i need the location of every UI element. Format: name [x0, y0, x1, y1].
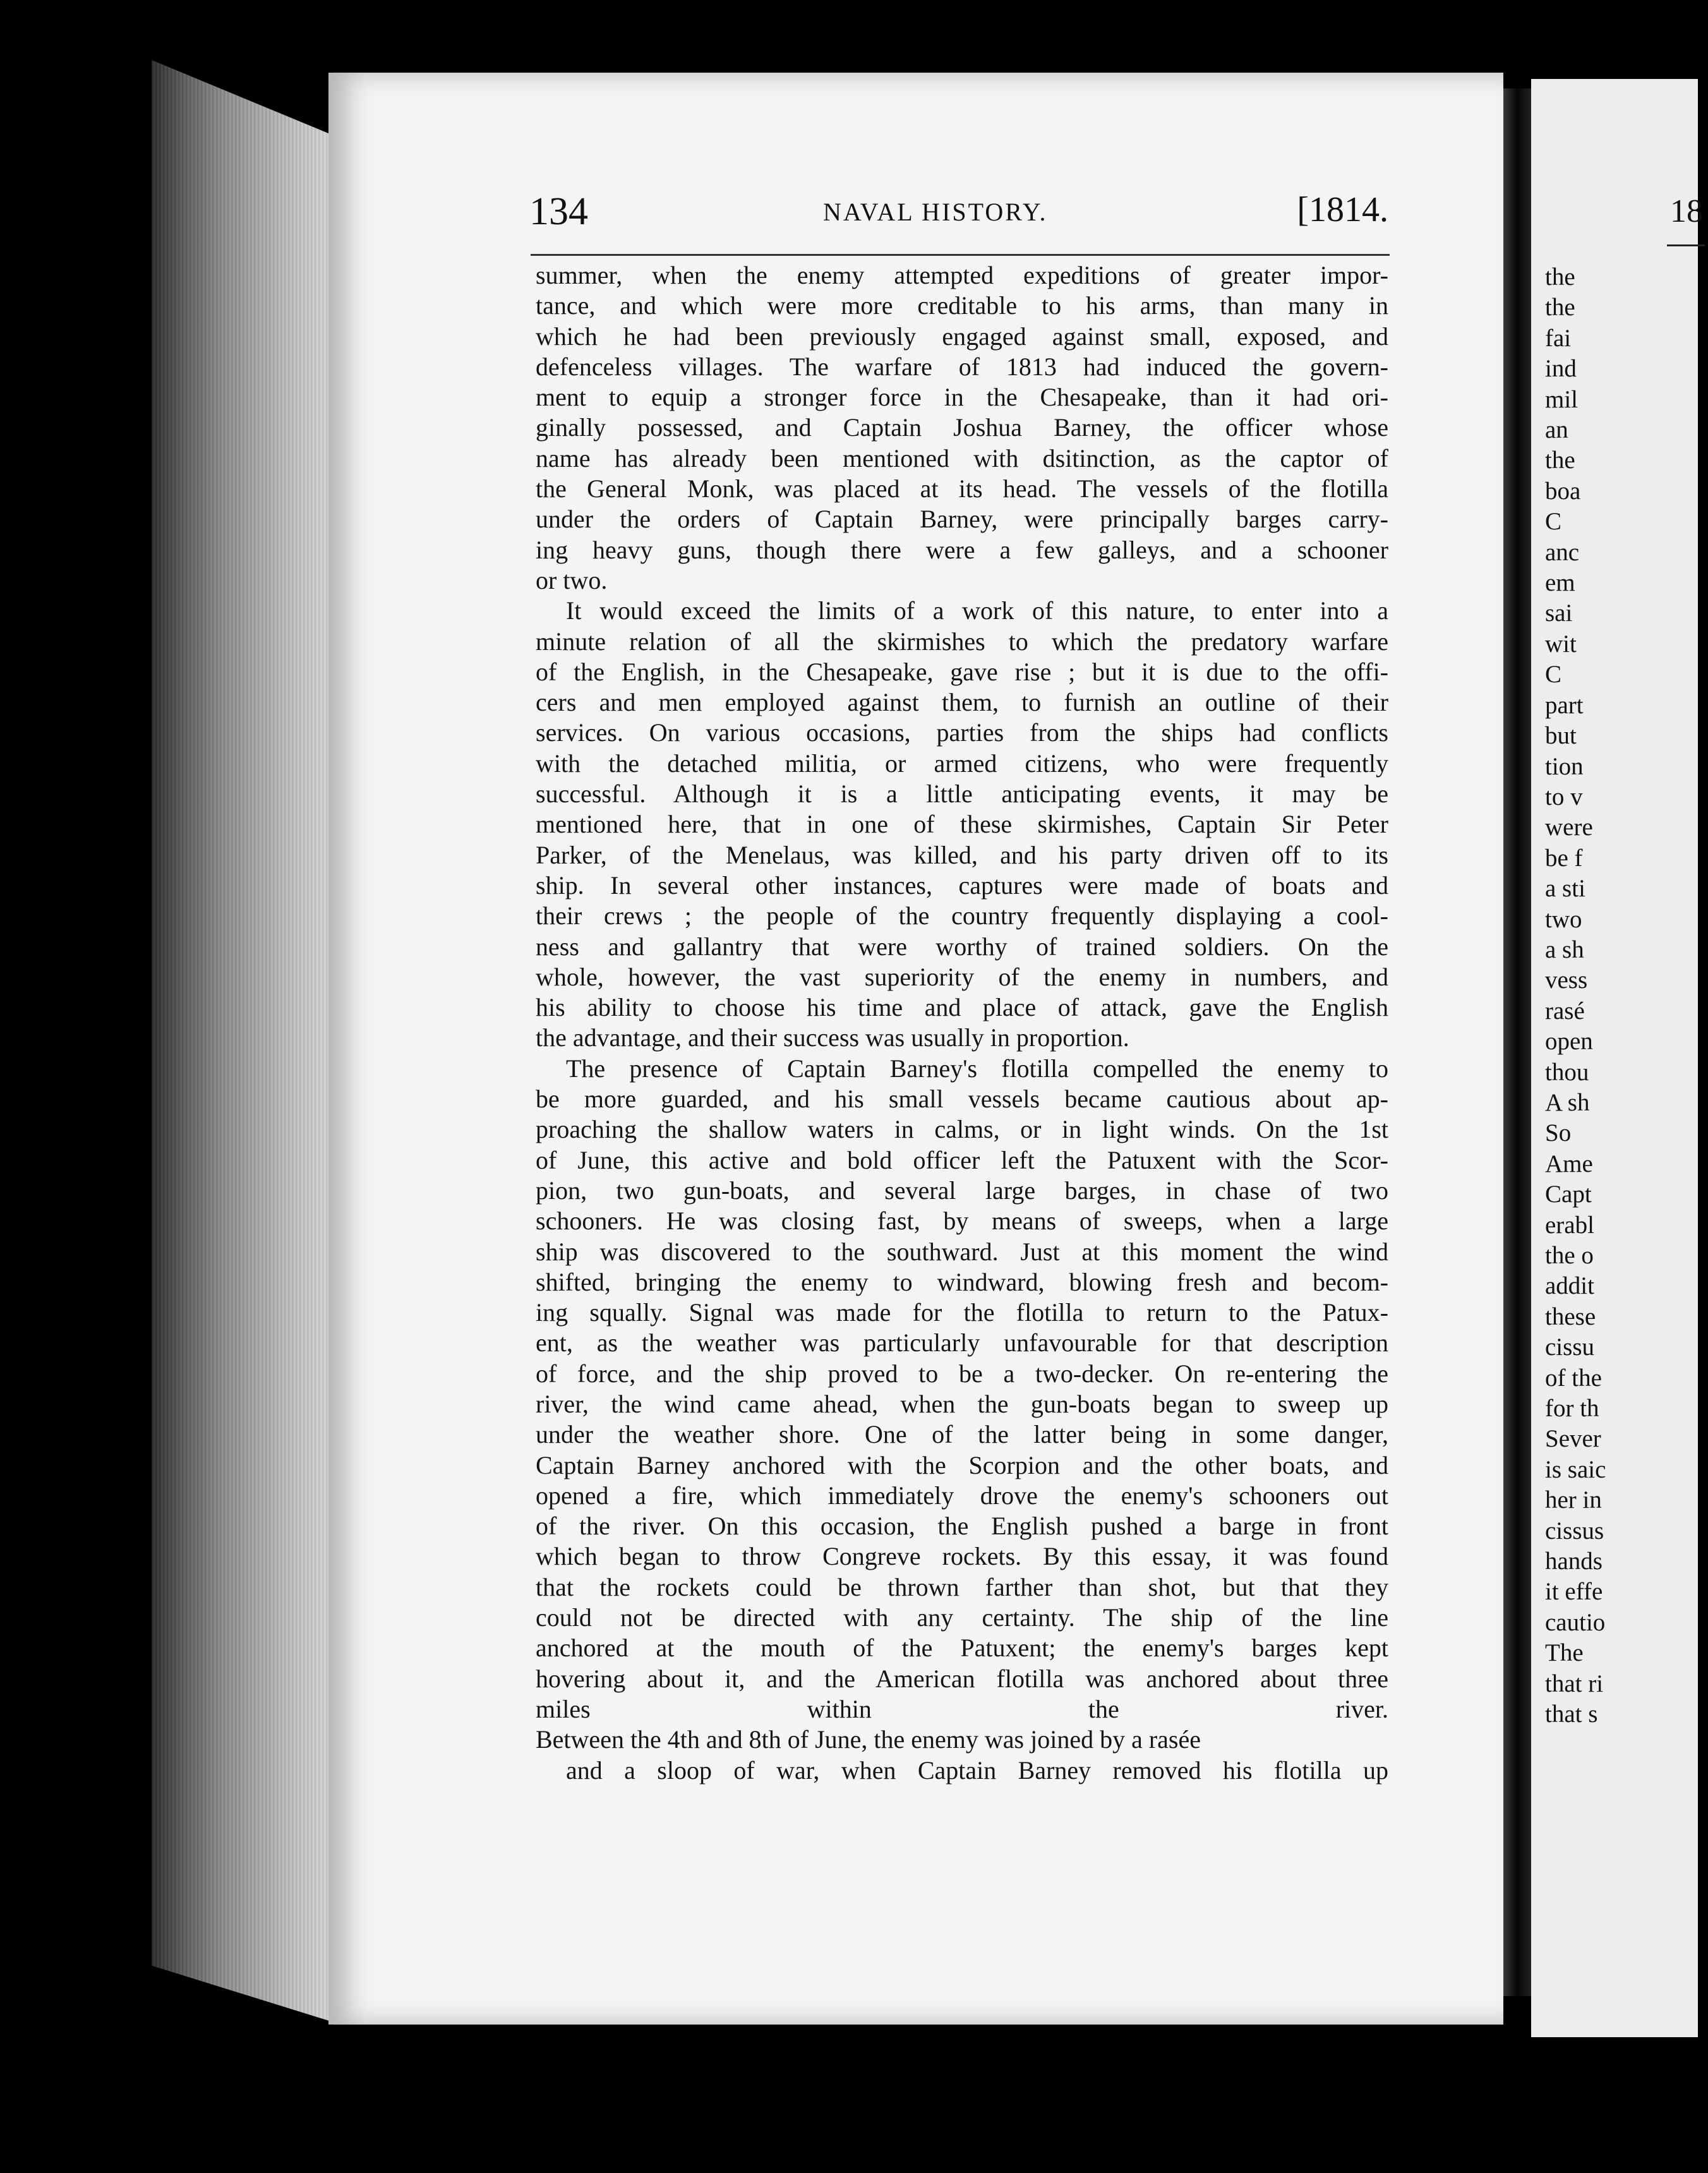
- text-line: opened a fire, which immediately drove the enemy's schooners out: [536, 1481, 1388, 1510]
- facing-text-line: cissus: [1545, 1517, 1604, 1544]
- text-line: services. On various occasions, parties from the ships had conflicts: [536, 718, 1388, 747]
- text-line: miles within the river.: [536, 1694, 1388, 1723]
- facing-text-line: is saic: [1545, 1455, 1606, 1483]
- facing-text-line: Capt: [1545, 1181, 1592, 1208]
- facing-text-line: the: [1545, 447, 1575, 474]
- text-line: cers and men employed against them, to furnish an outline of their: [536, 688, 1388, 717]
- facing-text-line: her in: [1545, 1486, 1602, 1514]
- text-line: with the detached militia, or armed citizens, who were frequently: [536, 749, 1388, 778]
- text-line: ness and gallantry that were worthy of trained soldiers. On the: [536, 932, 1388, 961]
- facing-text-line: the: [1545, 263, 1575, 291]
- facing-text-line: these: [1545, 1303, 1596, 1330]
- facing-text-line: fai: [1545, 324, 1572, 352]
- facing-text-line: addit: [1545, 1272, 1594, 1300]
- text-line: hovering about it, and the American flotilla was anchored about three: [536, 1664, 1388, 1693]
- book-page-right-partial: [1531, 79, 1703, 2037]
- facing-text-line: cautio: [1545, 1608, 1606, 1636]
- book-gutter: [1503, 88, 1531, 1996]
- facing-text-line: but: [1545, 722, 1577, 750]
- text-line: their crews ; the people of the country frequently displaying a cool-: [536, 901, 1388, 930]
- text-line: of the English, in the Chesapeake, gave rise ; but it is due to the offi-: [536, 657, 1388, 686]
- text-line: ginally possessed, and Captain Joshua Barney, the officer whose: [536, 413, 1388, 442]
- text-line: mentioned here, that in one of these skirmishes, Captain Sir Peter: [536, 810, 1388, 839]
- facing-text-line: a sh: [1545, 936, 1584, 963]
- facing-text-line: that ri: [1545, 1670, 1604, 1697]
- text-line: of force, and the ship proved to be a two-decker. On re-entering the: [536, 1359, 1388, 1388]
- text-line: anchored at the mouth of the Patuxent; the enemy's barges kept: [536, 1634, 1388, 1663]
- facing-text-line: the o: [1545, 1242, 1594, 1269]
- page-edge-stack: [152, 60, 341, 2025]
- text-line: Between the 4th and 8th of June, the enemy was joined by a rasée: [536, 1725, 1201, 1754]
- text-line: or two.: [536, 565, 608, 594]
- text-line: tance, and which were more creditable to his arms, than many in: [536, 291, 1388, 320]
- text-line: defenceless villages. The warfare of 1813 had induced the govern-: [536, 352, 1388, 381]
- text-line: ship was discovered to the southward. Just at this moment the wind: [536, 1237, 1388, 1266]
- facing-text-line: two: [1545, 905, 1582, 933]
- page-number: 134: [529, 190, 588, 233]
- facing-text-line: Sever: [1545, 1425, 1601, 1453]
- text-line: his ability to choose his time and place of attack, gave the English: [536, 993, 1388, 1022]
- facing-text-line: wit: [1545, 630, 1577, 658]
- facing-text-line: an: [1545, 416, 1568, 444]
- text-line: minute relation of all the skirmishes to which the predatory warfare: [536, 627, 1388, 656]
- header-rule: [531, 254, 1390, 256]
- facing-text-line: Ame: [1545, 1150, 1593, 1177]
- facing-text-line: cissu: [1545, 1333, 1594, 1361]
- facing-text-line: the: [1545, 294, 1575, 322]
- text-line: ing squally. Signal was made for the flotilla to return to the Patux-: [536, 1298, 1388, 1327]
- facing-text-line: for th: [1545, 1395, 1599, 1423]
- text-line: of June, this active and bold officer left the Patuxent with the Scor-: [536, 1145, 1388, 1174]
- text-line: ing heavy guns, though there were a few galleys, and a schooner: [536, 535, 1388, 564]
- facing-text-line: thou: [1545, 1058, 1589, 1086]
- facing-text-line: be f: [1545, 844, 1583, 872]
- facing-text-line: hands: [1545, 1548, 1603, 1575]
- text-line: ship. In several other instances, captures were made of boats and: [536, 870, 1388, 900]
- facing-text-line: em: [1545, 569, 1575, 597]
- text-line: schooners. He was closing fast, by means of sweeps, when a large: [536, 1207, 1388, 1236]
- facing-text-line: boa: [1545, 477, 1581, 505]
- text-line: which began to throw Congreve rockets. By this essay, it was found: [536, 1542, 1388, 1571]
- facing-text-line: ind: [1545, 355, 1577, 383]
- text-line: that the rockets could be thrown farther than shot, but that they: [536, 1572, 1388, 1601]
- facing-text-line: a sti: [1545, 875, 1585, 903]
- facing-text-line: anc: [1545, 538, 1580, 566]
- text-line: ment to equip a stronger force in the Chesapeake, than it had ori-: [536, 383, 1388, 412]
- facing-page-text: [1545, 262, 1606, 1730]
- text-line: be more guarded, and his small vessels became cautious about ap-: [536, 1085, 1388, 1114]
- facing-text-line: erabl: [1545, 1211, 1594, 1239]
- facing-text-line: C: [1545, 508, 1562, 536]
- facing-text-line: open: [1545, 1028, 1593, 1056]
- facing-text-line: that s: [1545, 1700, 1598, 1728]
- facing-text-line: mil: [1545, 385, 1579, 413]
- text-line: the advantage, and their success was usually in proportion.: [536, 1023, 1129, 1052]
- facing-text-line: were: [1545, 814, 1593, 841]
- text-line: under the weather shore. One of the latter being in some danger,: [536, 1420, 1388, 1449]
- text-line: Parker, of the Menelaus, was killed, and his party driven off to its: [536, 840, 1388, 869]
- text-line: under the orders of Captain Barney, were principally barges carry-: [536, 505, 1388, 534]
- facing-text-line: it effe: [1545, 1578, 1603, 1606]
- text-line: The presence of Captain Barney's flotilla compelled the enemy to: [566, 1054, 1388, 1083]
- facing-text-line: C: [1545, 661, 1562, 689]
- text-line: Captain Barney anchored with the Scorpion and the other boats, and: [536, 1450, 1388, 1479]
- facing-text-line: sai: [1545, 599, 1573, 627]
- facing-text-line: vess: [1545, 966, 1588, 994]
- text-line: the General Monk, was placed at its head. The vessels of the flotilla: [536, 474, 1388, 503]
- text-line: summer, when the enemy attempted expeditions of greater impor-: [536, 261, 1388, 289]
- text-line: shifted, bringing the enemy to windward, blowing fresh and becom-: [536, 1267, 1388, 1296]
- facing-text-line: part: [1545, 691, 1584, 719]
- text-line: which he had been previously engaged against small, exposed, and: [536, 322, 1388, 351]
- text-line: pion, two gun-boats, and several large barges, in chase of two: [536, 1176, 1388, 1205]
- facing-text-line: to v: [1545, 783, 1583, 810]
- facing-text-line: tion: [1545, 752, 1584, 780]
- text-line: It would exceed the limits of a work of this nature, to enter into a: [566, 596, 1388, 625]
- facing-page-header: 18: [1670, 193, 1703, 229]
- facing-text-line: So: [1545, 1119, 1572, 1147]
- header-year: [1814.: [1297, 190, 1388, 229]
- facing-text-line: A sh: [1545, 1088, 1590, 1116]
- facing-header-rule: [1667, 244, 1705, 246]
- text-line: of the river. On this occasion, the English pushed a barge in front: [536, 1512, 1388, 1541]
- text-line: successful. Although it is a little anticipating events, it may be: [536, 780, 1388, 809]
- text-line: river, the wind came ahead, when the gun-boats began to sweep up: [536, 1389, 1388, 1418]
- page-header: [529, 190, 1388, 234]
- text-line: and a sloop of war, when Captain Barney removed his flotilla up: [566, 1755, 1388, 1785]
- text-line: name has already been mentioned with dsitinction, as the captor of: [536, 443, 1388, 473]
- facing-text-line: of the: [1545, 1364, 1602, 1392]
- facing-text-line: rasé: [1545, 997, 1585, 1025]
- text-line: ent, as the weather was particularly unfavourable for that description: [536, 1328, 1388, 1357]
- text-line: proaching the shallow waters in calms, or in light winds. On the 1st: [536, 1115, 1388, 1144]
- body-text: [536, 260, 1388, 1786]
- running-title: NAVAL HISTORY.: [823, 198, 1048, 226]
- facing-text-line: The: [1545, 1639, 1584, 1667]
- text-line: could not be directed with any certainty. The ship of the line: [536, 1603, 1388, 1632]
- text-line: whole, however, the vast superiority of the enemy in numbers, and: [536, 962, 1388, 991]
